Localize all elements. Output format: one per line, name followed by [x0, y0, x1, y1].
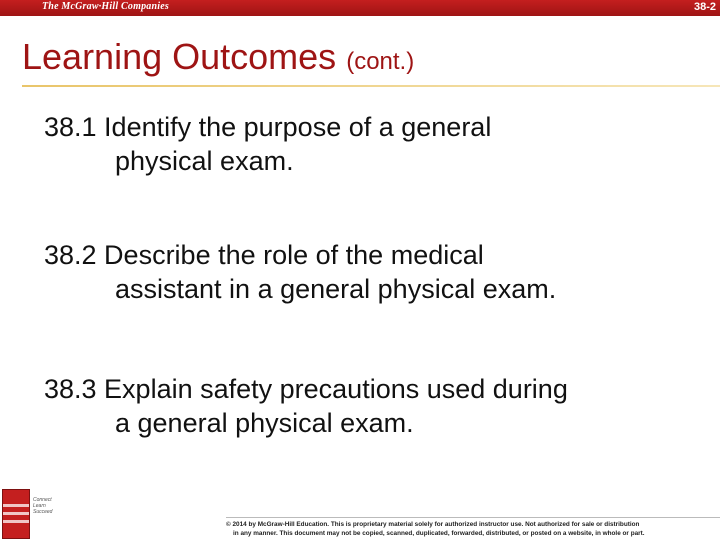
slide-title-suffix: (cont.) [346, 48, 415, 75]
mcgraw-hill-logo-icon [2, 489, 30, 539]
logo-stripe [3, 512, 29, 515]
outcome-line-continued: assistant in a general physical exam. [115, 274, 557, 304]
outcome-line: 38.1 Identify the purpose of a general [44, 112, 492, 142]
header-bar [0, 0, 720, 16]
logo-tagline: Connect Learn Succeed [33, 497, 53, 515]
copyright-line: in any manner. This document may not be copied, scanned, duplicated, forwarded, distributed, or posted on a website, in whole or part. [233, 530, 645, 537]
title-underline [22, 85, 720, 87]
outcome-item [44, 372, 684, 440]
copyright-line: © 2014 by McGraw-Hill Education. This is proprietary material solely for authorized instructor use. Not authorized for sale or distribution [226, 521, 640, 528]
outcome-item [44, 238, 684, 306]
copyright-notice [226, 520, 718, 538]
logo-stripe [3, 520, 29, 523]
slide-title [22, 36, 414, 78]
outcome-line-continued: a general physical exam. [115, 408, 414, 438]
outcome-line: 38.3 Explain safety precautions used during [44, 374, 568, 404]
logo-stripe [3, 504, 29, 507]
footer-divider [226, 517, 720, 518]
slide-number: 38-2 [693, 1, 716, 13]
slide-title-main: Learning Outcomes [22, 36, 337, 77]
outcome-line: 38.2 Describe the role of the medical [44, 240, 484, 270]
outcome-line-continued: physical exam. [115, 146, 294, 176]
publisher-logo-text: The McGraw·Hill Companies [42, 1, 169, 12]
outcome-item [44, 110, 684, 178]
